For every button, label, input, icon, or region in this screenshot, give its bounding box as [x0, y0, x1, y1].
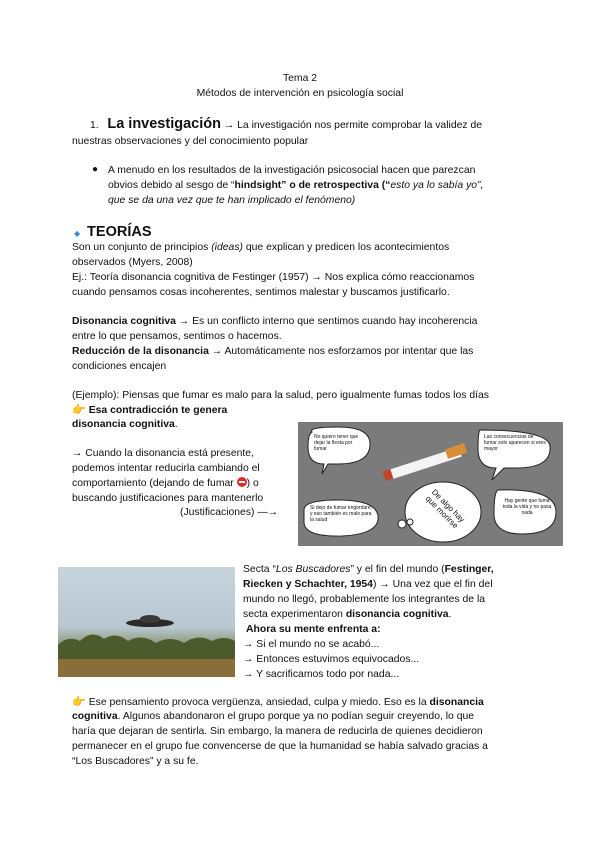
secta-line-4: secta experimentaron disonancia cognitiva.: [243, 609, 452, 620]
secta-line-8: → Y sacrificamos todo por nada...: [243, 669, 400, 680]
pointing-hand-icon-2: 👉: [72, 696, 86, 708]
secta-line-5: Ahora su mente enfrenta a:: [246, 624, 381, 635]
bubble-1-text: No quiero tener que dejar la fiesta por fumar: [314, 434, 359, 452]
final-line-3: haría que dejaran de sentirla. Sin embargo, la manera de reducirla de quienes decidieron: [72, 726, 483, 737]
disonancia-line-a: Disonancia cognitiva → Es un conflicto interno que sentimos cuando hay incoherencia: [72, 316, 478, 327]
reduccion-line-b: condiciones encajen: [72, 361, 167, 372]
justificaciones-line: (Justificaciones) —→: [180, 507, 279, 518]
final-line-2: cognitiva. Algunos abandonaron el grupo porque ya no podían seguir creyendo, lo que: [72, 711, 475, 722]
ejemplo-line: (Ejemplo): Piensas que fumar es malo para la salud, pero igualmente fumas todos los días: [72, 390, 489, 401]
cuando-line-b: podemos intentar reducirla cambiando el: [72, 463, 260, 474]
teorias-heading-line: [74, 224, 152, 240]
section-heading: La investigación: [107, 116, 221, 132]
final-line-4: permanecer en el grupo fue convencerse de que la humanidad se había salvado gracias a: [72, 741, 488, 752]
bubble-3-text: Si dejo de fumar engordaré, y eso también es malo para la salud: [310, 505, 372, 523]
disonancia-line-b: entre lo que pensamos, sentimos o hacemos.: [72, 331, 282, 342]
tema-title: Tema 2: [282, 73, 318, 84]
final-line-1: 👉 Ese pensamiento provoca vergüenza, ansiedad, culpa y miedo. Eso es la disonancia: [72, 696, 484, 708]
secta-line-2: Riecken y Schachter, 1954) → Una vez que el fin del: [243, 579, 493, 590]
teorias-heading: TEORÍAS: [87, 224, 152, 240]
teorias-p1b: observados (Myers, 2008): [72, 257, 193, 268]
bullet-line-a: A menudo en los resultados de la investigación psicosocial hacen que parezcan: [108, 165, 476, 176]
section1-heading-line: [90, 116, 482, 132]
bullet-dot-icon: ●: [92, 164, 99, 175]
secta-line-1: Secta “Los Buscadores” y el fin del mundo (Festinger,: [243, 564, 494, 575]
contradiccion-line-a: 👉 Esa contradicción te genera: [72, 404, 228, 416]
bullet-line-c: que se da una vez que te han implicado el fenómeno): [108, 195, 356, 206]
reduccion-line-a: Reducción de la disonancia → Automáticamente nos esforzamos por intentar que las: [72, 346, 474, 357]
teorias-p1a: Son un conjunto de principios (ideas) que explican y predicen los acontecimientos: [72, 242, 450, 253]
secta-line-6: → Si el mundo no se acabó...: [243, 639, 380, 650]
section-number: 1.: [90, 120, 99, 131]
cuando-line-a: → Cuando la disonancia está presente,: [72, 448, 254, 459]
subtitle: Métodos de intervención en psicología social: [196, 88, 404, 99]
ufo-photo: [58, 567, 235, 677]
ufo-svg: [58, 567, 235, 677]
secta-line-3: mundo no llegó, probablemente los integrantes de la: [243, 594, 486, 605]
teorias-p2a: Ej.: Teoría disonancia cognitiva de Festinger (1957) → Nos explica cómo reaccionamos: [72, 272, 475, 283]
bullet-line-b: obvios debido al sesgo de “hindsight” o de retrospectiva (“esto ya lo sabía yo”,: [108, 180, 484, 191]
cuando-line-c: comportamiento (dejando de fumar ) o: [72, 478, 259, 489]
final-line-5: “Los Buscadores” y a su fe.: [72, 756, 199, 767]
bubble-2-text: Las consecuencias de fumar solo aparecen si eres mayor: [484, 434, 546, 452]
bubble-4-text: De algo hay que morirse: [423, 487, 467, 531]
smoking-cartoon-image: [298, 422, 563, 546]
bubble-5-text: Hay gente que fuma toda la vida y no pasa nada: [502, 498, 552, 516]
pointing-hand-icon: 👉: [72, 404, 86, 416]
cuando-line-d: buscando justificaciones para mantenerlo: [72, 493, 264, 504]
section-intro-a: → La investigación nos permite comprobar la validez de: [220, 120, 483, 131]
secta-line-7: → Entonces estuvimos equivocados...: [243, 654, 420, 665]
teorias-p2b: cuando pensamos cosas incoherentes, sentimos malestar y buscamos justificarlo.: [72, 287, 450, 298]
diamond-icon: ◆: [74, 228, 81, 238]
contradiccion-line-b: disonancia cognitiva.: [72, 419, 178, 430]
section-intro-b: nuestras observaciones y del conocimiento popular: [72, 136, 309, 147]
no-smoking-icon: [237, 477, 247, 487]
